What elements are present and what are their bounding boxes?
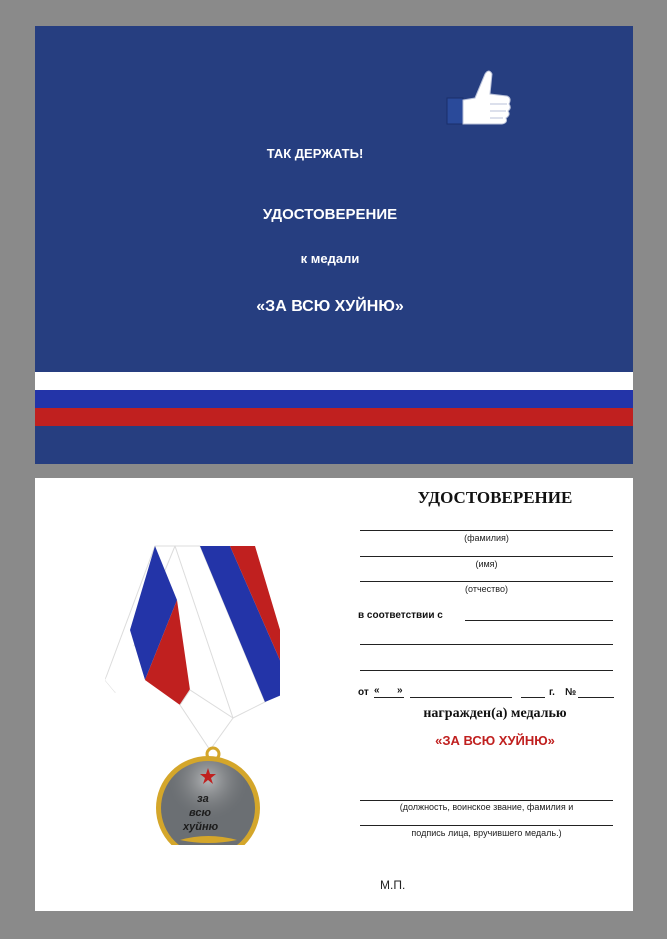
day-line[interactable]: [374, 697, 404, 698]
number-label: №: [565, 687, 577, 698]
medal-inscription-1: за: [197, 793, 209, 805]
surname-line[interactable]: [360, 530, 613, 531]
patronymic-hint: (отчество): [465, 584, 508, 594]
signer-line-1[interactable]: [360, 800, 613, 801]
basis-line-3[interactable]: [360, 670, 613, 671]
from-label: от: [358, 687, 369, 698]
open-quote: «: [374, 685, 380, 696]
in-accordance-label: в соответствии с: [358, 610, 443, 621]
surname-hint: (фамилия): [464, 533, 509, 543]
signer-hint-2: подпись лица, вручившего медаль.): [411, 828, 562, 838]
month-line[interactable]: [410, 697, 512, 698]
name-line[interactable]: [360, 556, 613, 557]
certificate-title: УДОСТОВЕРЕНИЕ: [417, 488, 573, 507]
cover-title: УДОСТОВЕРЕНИЕ: [262, 206, 398, 223]
number-line[interactable]: [578, 697, 614, 698]
awarded-text: награжден(а) медалью: [423, 706, 567, 721]
basis-line-1[interactable]: [465, 620, 613, 621]
close-quote: »: [397, 685, 403, 696]
basis-line-2[interactable]: [360, 644, 613, 645]
signer-hint-1: (должность, воинское звание, фамилия и: [399, 802, 574, 812]
cover-motto: ТАК ДЕРЖАТЬ!: [266, 146, 364, 161]
flag-stripe-white: [35, 372, 633, 390]
patronymic-line[interactable]: [360, 581, 613, 582]
medal-inscription-3: хуйню: [183, 821, 219, 833]
year-label: г.: [549, 687, 555, 698]
cover-subtitle: к медали: [300, 251, 360, 266]
flag-stripe-red: [35, 408, 633, 426]
cover-medal-name: «ЗА ВСЮ ХУЙНЮ»: [256, 298, 404, 315]
certificate-inner-page: [35, 478, 633, 911]
stamp-label: М.П.: [380, 878, 406, 892]
awarded-medal-name: «ЗА ВСЮ ХУЙНЮ»: [435, 733, 555, 748]
certificate-cover: [35, 26, 633, 464]
year-line[interactable]: [521, 697, 545, 698]
flag-stripe-blue: [35, 390, 633, 408]
signer-line-2[interactable]: [360, 825, 613, 826]
thumbs-up-icon: [445, 66, 515, 136]
name-hint: (имя): [475, 559, 498, 569]
medal-image: [105, 540, 280, 845]
medal-inscription-2: всю: [189, 807, 211, 819]
